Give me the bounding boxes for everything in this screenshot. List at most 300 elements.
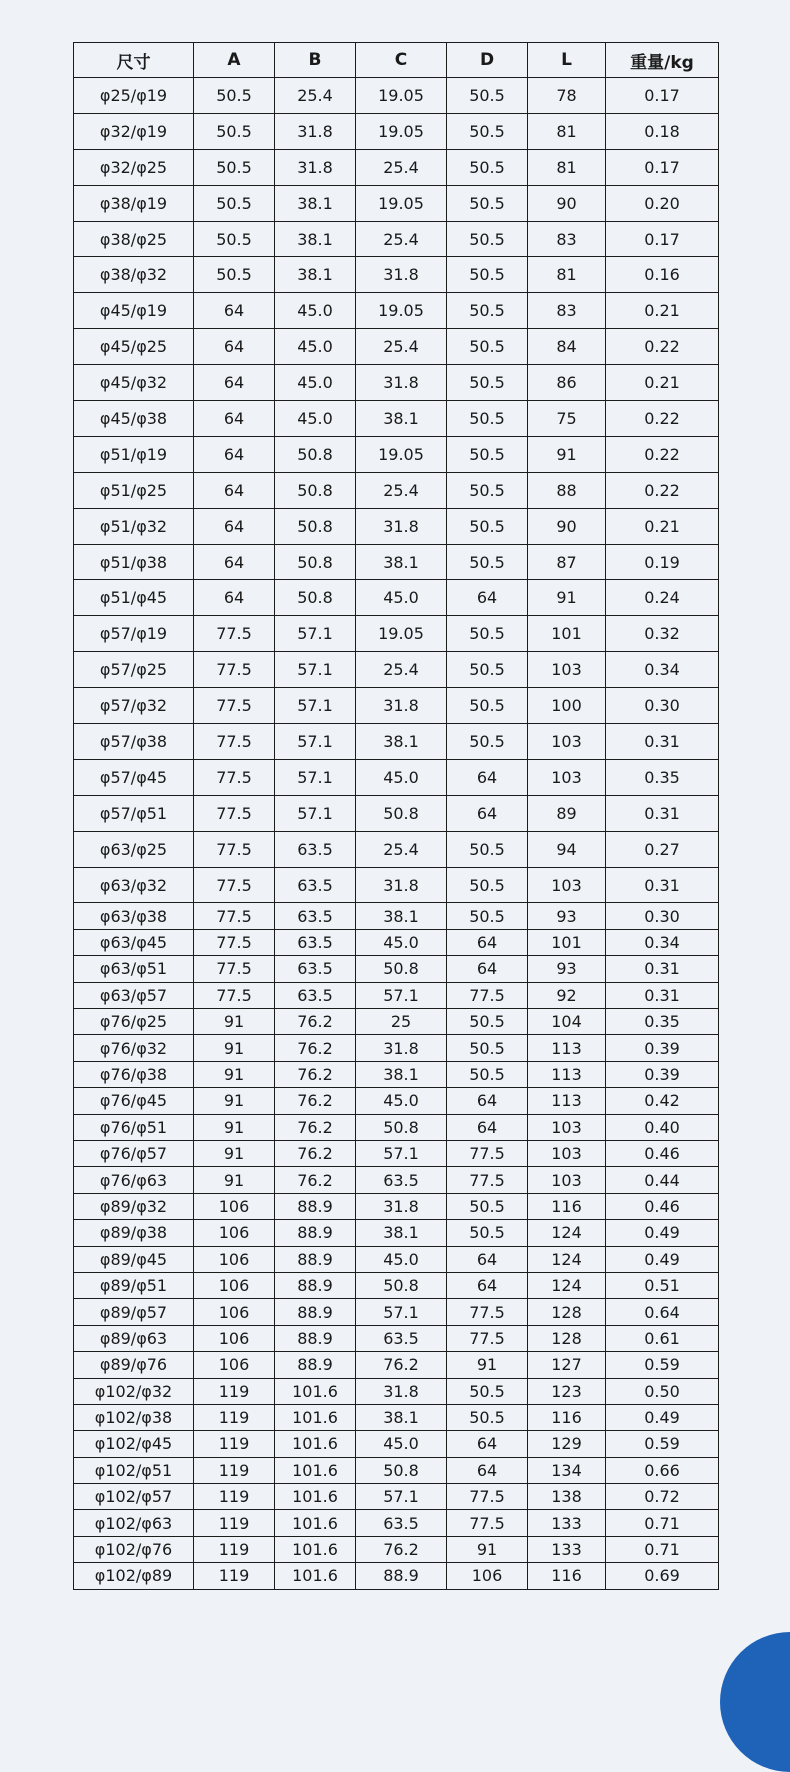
cell-weight: 0.72 (606, 1484, 719, 1510)
table-row (74, 1114, 719, 1140)
cell-size: φ32/φ25 (74, 149, 194, 185)
cell-c: 63.5 (356, 1510, 447, 1536)
cell-l: 113 (528, 1061, 606, 1087)
table-row (74, 1563, 719, 1589)
table-row (74, 113, 719, 149)
cell-d: 64 (447, 759, 528, 795)
cell-weight: 0.31 (606, 724, 719, 760)
cell-c: 50.8 (356, 1457, 447, 1483)
cell-b: 63.5 (275, 903, 356, 929)
cell-weight: 0.30 (606, 688, 719, 724)
cell-l: 91 (528, 436, 606, 472)
cell-b: 25.4 (275, 78, 356, 114)
cell-b: 101.6 (275, 1536, 356, 1562)
cell-d: 64 (447, 1114, 528, 1140)
cell-c: 25 (356, 1009, 447, 1035)
cell-weight: 0.61 (606, 1325, 719, 1351)
table-row (74, 149, 719, 185)
cell-c: 25.4 (356, 221, 447, 257)
cell-size: φ63/φ38 (74, 903, 194, 929)
cell-b: 101.6 (275, 1457, 356, 1483)
cell-a: 64 (194, 365, 275, 401)
cell-c: 38.1 (356, 1061, 447, 1087)
cell-d: 50.5 (447, 1193, 528, 1219)
cell-size: φ76/φ38 (74, 1061, 194, 1087)
cell-d: 64 (447, 1246, 528, 1272)
cell-d: 64 (447, 580, 528, 616)
cell-d: 64 (447, 795, 528, 831)
cell-a: 77.5 (194, 688, 275, 724)
cell-d: 50.5 (447, 544, 528, 580)
cell-l: 83 (528, 221, 606, 257)
cell-a: 64 (194, 472, 275, 508)
cell-d: 50.5 (447, 149, 528, 185)
cell-size: φ51/φ38 (74, 544, 194, 580)
cell-b: 63.5 (275, 956, 356, 982)
cell-d: 50.5 (447, 221, 528, 257)
table-row (74, 401, 719, 437)
cell-a: 77.5 (194, 652, 275, 688)
cell-size: φ76/φ63 (74, 1167, 194, 1193)
cell-c: 19.05 (356, 185, 447, 221)
table-row (74, 436, 719, 472)
cell-l: 128 (528, 1299, 606, 1325)
cell-size: φ102/φ63 (74, 1510, 194, 1536)
table-row (74, 1457, 719, 1483)
cell-a: 91 (194, 1061, 275, 1087)
cell-b: 88.9 (275, 1325, 356, 1351)
cell-l: 138 (528, 1484, 606, 1510)
cell-d: 50.5 (447, 903, 528, 929)
cell-b: 63.5 (275, 982, 356, 1008)
cell-l: 101 (528, 929, 606, 955)
header-b: B (275, 43, 356, 78)
table-row (74, 1009, 719, 1035)
cell-weight: 0.34 (606, 652, 719, 688)
cell-a: 77.5 (194, 759, 275, 795)
cell-size: φ45/φ25 (74, 329, 194, 365)
table-row (74, 185, 719, 221)
cell-size: φ57/φ38 (74, 724, 194, 760)
cell-d: 50.5 (447, 1061, 528, 1087)
cell-c: 57.1 (356, 1141, 447, 1167)
cell-l: 104 (528, 1009, 606, 1035)
cell-a: 91 (194, 1167, 275, 1193)
cell-d: 91 (447, 1352, 528, 1378)
cell-b: 57.1 (275, 795, 356, 831)
cell-d: 77.5 (447, 1325, 528, 1351)
cell-b: 101.6 (275, 1510, 356, 1536)
table-row (74, 1536, 719, 1562)
cell-d: 64 (447, 956, 528, 982)
cell-l: 101 (528, 616, 606, 652)
cell-weight: 0.59 (606, 1431, 719, 1457)
cell-a: 77.5 (194, 831, 275, 867)
cell-c: 31.8 (356, 1378, 447, 1404)
cell-b: 101.6 (275, 1404, 356, 1430)
cell-weight: 0.59 (606, 1352, 719, 1378)
cell-c: 76.2 (356, 1352, 447, 1378)
cell-l: 84 (528, 329, 606, 365)
cell-c: 45.0 (356, 580, 447, 616)
cell-c: 31.8 (356, 688, 447, 724)
cell-a: 50.5 (194, 78, 275, 114)
cell-size: φ89/φ51 (74, 1272, 194, 1298)
cell-d: 50.5 (447, 113, 528, 149)
cell-b: 63.5 (275, 867, 356, 903)
cell-size: φ76/φ57 (74, 1141, 194, 1167)
cell-l: 128 (528, 1325, 606, 1351)
cell-l: 93 (528, 903, 606, 929)
cell-c: 25.4 (356, 652, 447, 688)
cell-size: φ102/φ76 (74, 1536, 194, 1562)
cell-l: 81 (528, 257, 606, 293)
cell-weight: 0.50 (606, 1378, 719, 1404)
table-row (74, 580, 719, 616)
cell-a: 119 (194, 1457, 275, 1483)
cell-l: 116 (528, 1404, 606, 1430)
cell-a: 106 (194, 1193, 275, 1219)
cell-l: 94 (528, 831, 606, 867)
table-row (74, 1272, 719, 1298)
table-row (74, 867, 719, 903)
cell-c: 63.5 (356, 1325, 447, 1351)
cell-weight: 0.39 (606, 1061, 719, 1087)
cell-l: 88 (528, 472, 606, 508)
cell-weight: 0.31 (606, 795, 719, 831)
cell-l: 134 (528, 1457, 606, 1483)
cell-b: 101.6 (275, 1378, 356, 1404)
cell-a: 91 (194, 1009, 275, 1035)
cell-a: 77.5 (194, 867, 275, 903)
cell-d: 50.5 (447, 365, 528, 401)
cell-a: 91 (194, 1141, 275, 1167)
cell-c: 45.0 (356, 929, 447, 955)
table-row (74, 1167, 719, 1193)
cell-weight: 0.49 (606, 1404, 719, 1430)
cell-a: 106 (194, 1220, 275, 1246)
cell-size: φ51/φ25 (74, 472, 194, 508)
cell-weight: 0.21 (606, 293, 719, 329)
cell-weight: 0.51 (606, 1272, 719, 1298)
cell-weight: 0.46 (606, 1141, 719, 1167)
cell-a: 119 (194, 1404, 275, 1430)
cell-size: φ89/φ76 (74, 1352, 194, 1378)
cell-l: 123 (528, 1378, 606, 1404)
cell-l: 103 (528, 724, 606, 760)
table-row (74, 1510, 719, 1536)
cell-b: 57.1 (275, 759, 356, 795)
cell-b: 88.9 (275, 1299, 356, 1325)
cell-weight: 0.49 (606, 1220, 719, 1246)
table-row (74, 1325, 719, 1351)
cell-a: 77.5 (194, 956, 275, 982)
cell-a: 106 (194, 1325, 275, 1351)
cell-weight: 0.32 (606, 616, 719, 652)
table-body (74, 78, 719, 1590)
cell-d: 50.5 (447, 1404, 528, 1430)
cell-size: φ63/φ32 (74, 867, 194, 903)
table-row (74, 1088, 719, 1114)
cell-b: 63.5 (275, 929, 356, 955)
cell-d: 64 (447, 929, 528, 955)
cell-a: 77.5 (194, 795, 275, 831)
cell-l: 90 (528, 508, 606, 544)
cell-size: φ38/φ32 (74, 257, 194, 293)
cell-c: 50.8 (356, 795, 447, 831)
cell-l: 124 (528, 1246, 606, 1272)
cell-c: 31.8 (356, 508, 447, 544)
table-row (74, 982, 719, 1008)
table-row (74, 1299, 719, 1325)
cell-size: φ57/φ45 (74, 759, 194, 795)
cell-l: 124 (528, 1272, 606, 1298)
cell-c: 63.5 (356, 1167, 447, 1193)
cell-c: 31.8 (356, 257, 447, 293)
cell-c: 38.1 (356, 1220, 447, 1246)
cell-weight: 0.17 (606, 149, 719, 185)
cell-d: 64 (447, 1088, 528, 1114)
cell-weight: 0.46 (606, 1193, 719, 1219)
table-row (74, 365, 719, 401)
cell-d: 77.5 (447, 1141, 528, 1167)
cell-size: φ57/φ19 (74, 616, 194, 652)
cell-l: 100 (528, 688, 606, 724)
table-row (74, 1193, 719, 1219)
cell-b: 76.2 (275, 1088, 356, 1114)
cell-a: 119 (194, 1378, 275, 1404)
cell-size: φ76/φ45 (74, 1088, 194, 1114)
cell-d: 64 (447, 1457, 528, 1483)
cell-weight: 0.31 (606, 867, 719, 903)
cell-a: 77.5 (194, 903, 275, 929)
cell-l: 103 (528, 652, 606, 688)
cell-weight: 0.19 (606, 544, 719, 580)
cell-c: 25.4 (356, 329, 447, 365)
cell-size: φ51/φ32 (74, 508, 194, 544)
cell-d: 50.5 (447, 1378, 528, 1404)
cell-a: 64 (194, 401, 275, 437)
cell-size: φ76/φ51 (74, 1114, 194, 1140)
cell-b: 57.1 (275, 688, 356, 724)
cell-weight: 0.69 (606, 1563, 719, 1589)
cell-d: 50.5 (447, 401, 528, 437)
cell-b: 101.6 (275, 1484, 356, 1510)
cell-weight: 0.17 (606, 78, 719, 114)
cell-l: 103 (528, 1114, 606, 1140)
table-row (74, 1352, 719, 1378)
cell-weight: 0.21 (606, 365, 719, 401)
cell-b: 50.8 (275, 544, 356, 580)
cell-c: 19.05 (356, 78, 447, 114)
cell-l: 92 (528, 982, 606, 1008)
cell-l: 81 (528, 149, 606, 185)
cell-c: 25.4 (356, 472, 447, 508)
table-header (74, 43, 719, 78)
cell-weight: 0.30 (606, 903, 719, 929)
cell-weight: 0.22 (606, 436, 719, 472)
cell-a: 64 (194, 436, 275, 472)
cell-a: 119 (194, 1431, 275, 1457)
cell-a: 64 (194, 508, 275, 544)
cell-size: φ25/φ19 (74, 78, 194, 114)
table-row (74, 472, 719, 508)
cell-d: 50.5 (447, 1009, 528, 1035)
cell-weight: 0.71 (606, 1536, 719, 1562)
cell-b: 76.2 (275, 1061, 356, 1087)
cell-d: 64 (447, 1431, 528, 1457)
cell-l: 103 (528, 1141, 606, 1167)
cell-weight: 0.16 (606, 257, 719, 293)
table-row (74, 1246, 719, 1272)
table-row (74, 903, 719, 929)
cell-l: 133 (528, 1536, 606, 1562)
cell-weight: 0.66 (606, 1457, 719, 1483)
cell-d: 50.5 (447, 436, 528, 472)
cell-b: 45.0 (275, 329, 356, 365)
cell-b: 76.2 (275, 1114, 356, 1140)
cell-weight: 0.22 (606, 472, 719, 508)
table-row (74, 257, 719, 293)
cell-d: 77.5 (447, 982, 528, 1008)
cell-size: φ57/φ25 (74, 652, 194, 688)
cell-size: φ45/φ19 (74, 293, 194, 329)
cell-l: 91 (528, 580, 606, 616)
cell-c: 25.4 (356, 831, 447, 867)
cell-l: 86 (528, 365, 606, 401)
cell-size: φ45/φ38 (74, 401, 194, 437)
cell-a: 64 (194, 293, 275, 329)
cell-l: 103 (528, 867, 606, 903)
cell-a: 77.5 (194, 724, 275, 760)
cell-d: 50.5 (447, 831, 528, 867)
cell-c: 19.05 (356, 616, 447, 652)
cell-c: 38.1 (356, 903, 447, 929)
cell-b: 88.9 (275, 1352, 356, 1378)
cell-size: φ45/φ32 (74, 365, 194, 401)
cell-weight: 0.64 (606, 1299, 719, 1325)
cell-weight: 0.20 (606, 185, 719, 221)
table-row (74, 956, 719, 982)
cell-c: 57.1 (356, 982, 447, 1008)
cell-c: 38.1 (356, 724, 447, 760)
cell-size: φ63/φ45 (74, 929, 194, 955)
cell-c: 38.1 (356, 1404, 447, 1430)
table-row (74, 78, 719, 114)
corner-accent-shape (720, 1632, 790, 1772)
cell-b: 101.6 (275, 1563, 356, 1589)
cell-l: 113 (528, 1035, 606, 1061)
table-row (74, 1220, 719, 1246)
table-row (74, 293, 719, 329)
cell-d: 50.5 (447, 185, 528, 221)
cell-d: 50.5 (447, 1220, 528, 1246)
cell-c: 19.05 (356, 113, 447, 149)
cell-weight: 0.31 (606, 956, 719, 982)
table-row (74, 1431, 719, 1457)
cell-l: 89 (528, 795, 606, 831)
cell-size: φ102/φ45 (74, 1431, 194, 1457)
cell-size: φ63/φ25 (74, 831, 194, 867)
cell-l: 83 (528, 293, 606, 329)
cell-a: 77.5 (194, 929, 275, 955)
cell-l: 87 (528, 544, 606, 580)
cell-d: 50.5 (447, 867, 528, 903)
cell-size: φ102/φ38 (74, 1404, 194, 1430)
cell-b: 76.2 (275, 1167, 356, 1193)
cell-c: 31.8 (356, 365, 447, 401)
cell-size: φ89/φ32 (74, 1193, 194, 1219)
cell-b: 45.0 (275, 401, 356, 437)
cell-size: φ102/φ89 (74, 1563, 194, 1589)
cell-weight: 0.42 (606, 1088, 719, 1114)
cell-l: 75 (528, 401, 606, 437)
cell-d: 50.5 (447, 724, 528, 760)
cell-size: φ89/φ63 (74, 1325, 194, 1351)
cell-size: φ51/φ19 (74, 436, 194, 472)
cell-b: 31.8 (275, 149, 356, 185)
cell-d: 77.5 (447, 1510, 528, 1536)
cell-d: 64 (447, 1272, 528, 1298)
cell-c: 50.8 (356, 956, 447, 982)
cell-size: φ89/φ57 (74, 1299, 194, 1325)
cell-weight: 0.22 (606, 401, 719, 437)
cell-b: 50.8 (275, 508, 356, 544)
table-row (74, 508, 719, 544)
cell-a: 50.5 (194, 113, 275, 149)
cell-size: φ38/φ19 (74, 185, 194, 221)
size-spec-table (73, 42, 719, 1590)
cell-b: 88.9 (275, 1193, 356, 1219)
cell-weight: 0.49 (606, 1246, 719, 1272)
table-row (74, 759, 719, 795)
cell-c: 31.8 (356, 1193, 447, 1219)
cell-size: φ102/φ57 (74, 1484, 194, 1510)
table-row (74, 831, 719, 867)
cell-c: 45.0 (356, 759, 447, 795)
cell-a: 50.5 (194, 149, 275, 185)
cell-b: 76.2 (275, 1141, 356, 1167)
cell-size: φ76/φ32 (74, 1035, 194, 1061)
cell-a: 106 (194, 1272, 275, 1298)
cell-d: 91 (447, 1536, 528, 1562)
cell-a: 50.5 (194, 221, 275, 257)
cell-a: 50.5 (194, 185, 275, 221)
cell-a: 119 (194, 1484, 275, 1510)
cell-l: 116 (528, 1563, 606, 1589)
cell-weight: 0.21 (606, 508, 719, 544)
table-row (74, 221, 719, 257)
cell-weight: 0.31 (606, 982, 719, 1008)
cell-b: 38.1 (275, 257, 356, 293)
cell-d: 50.5 (447, 257, 528, 293)
table-row (74, 1484, 719, 1510)
table-row (74, 724, 719, 760)
cell-size: φ89/φ45 (74, 1246, 194, 1272)
cell-weight: 0.40 (606, 1114, 719, 1140)
cell-weight: 0.24 (606, 580, 719, 616)
cell-c: 50.8 (356, 1272, 447, 1298)
cell-c: 45.0 (356, 1246, 447, 1272)
cell-a: 77.5 (194, 982, 275, 1008)
cell-l: 93 (528, 956, 606, 982)
cell-b: 57.1 (275, 616, 356, 652)
cell-l: 127 (528, 1352, 606, 1378)
cell-a: 119 (194, 1510, 275, 1536)
cell-a: 91 (194, 1114, 275, 1140)
cell-c: 38.1 (356, 544, 447, 580)
cell-c: 57.1 (356, 1299, 447, 1325)
